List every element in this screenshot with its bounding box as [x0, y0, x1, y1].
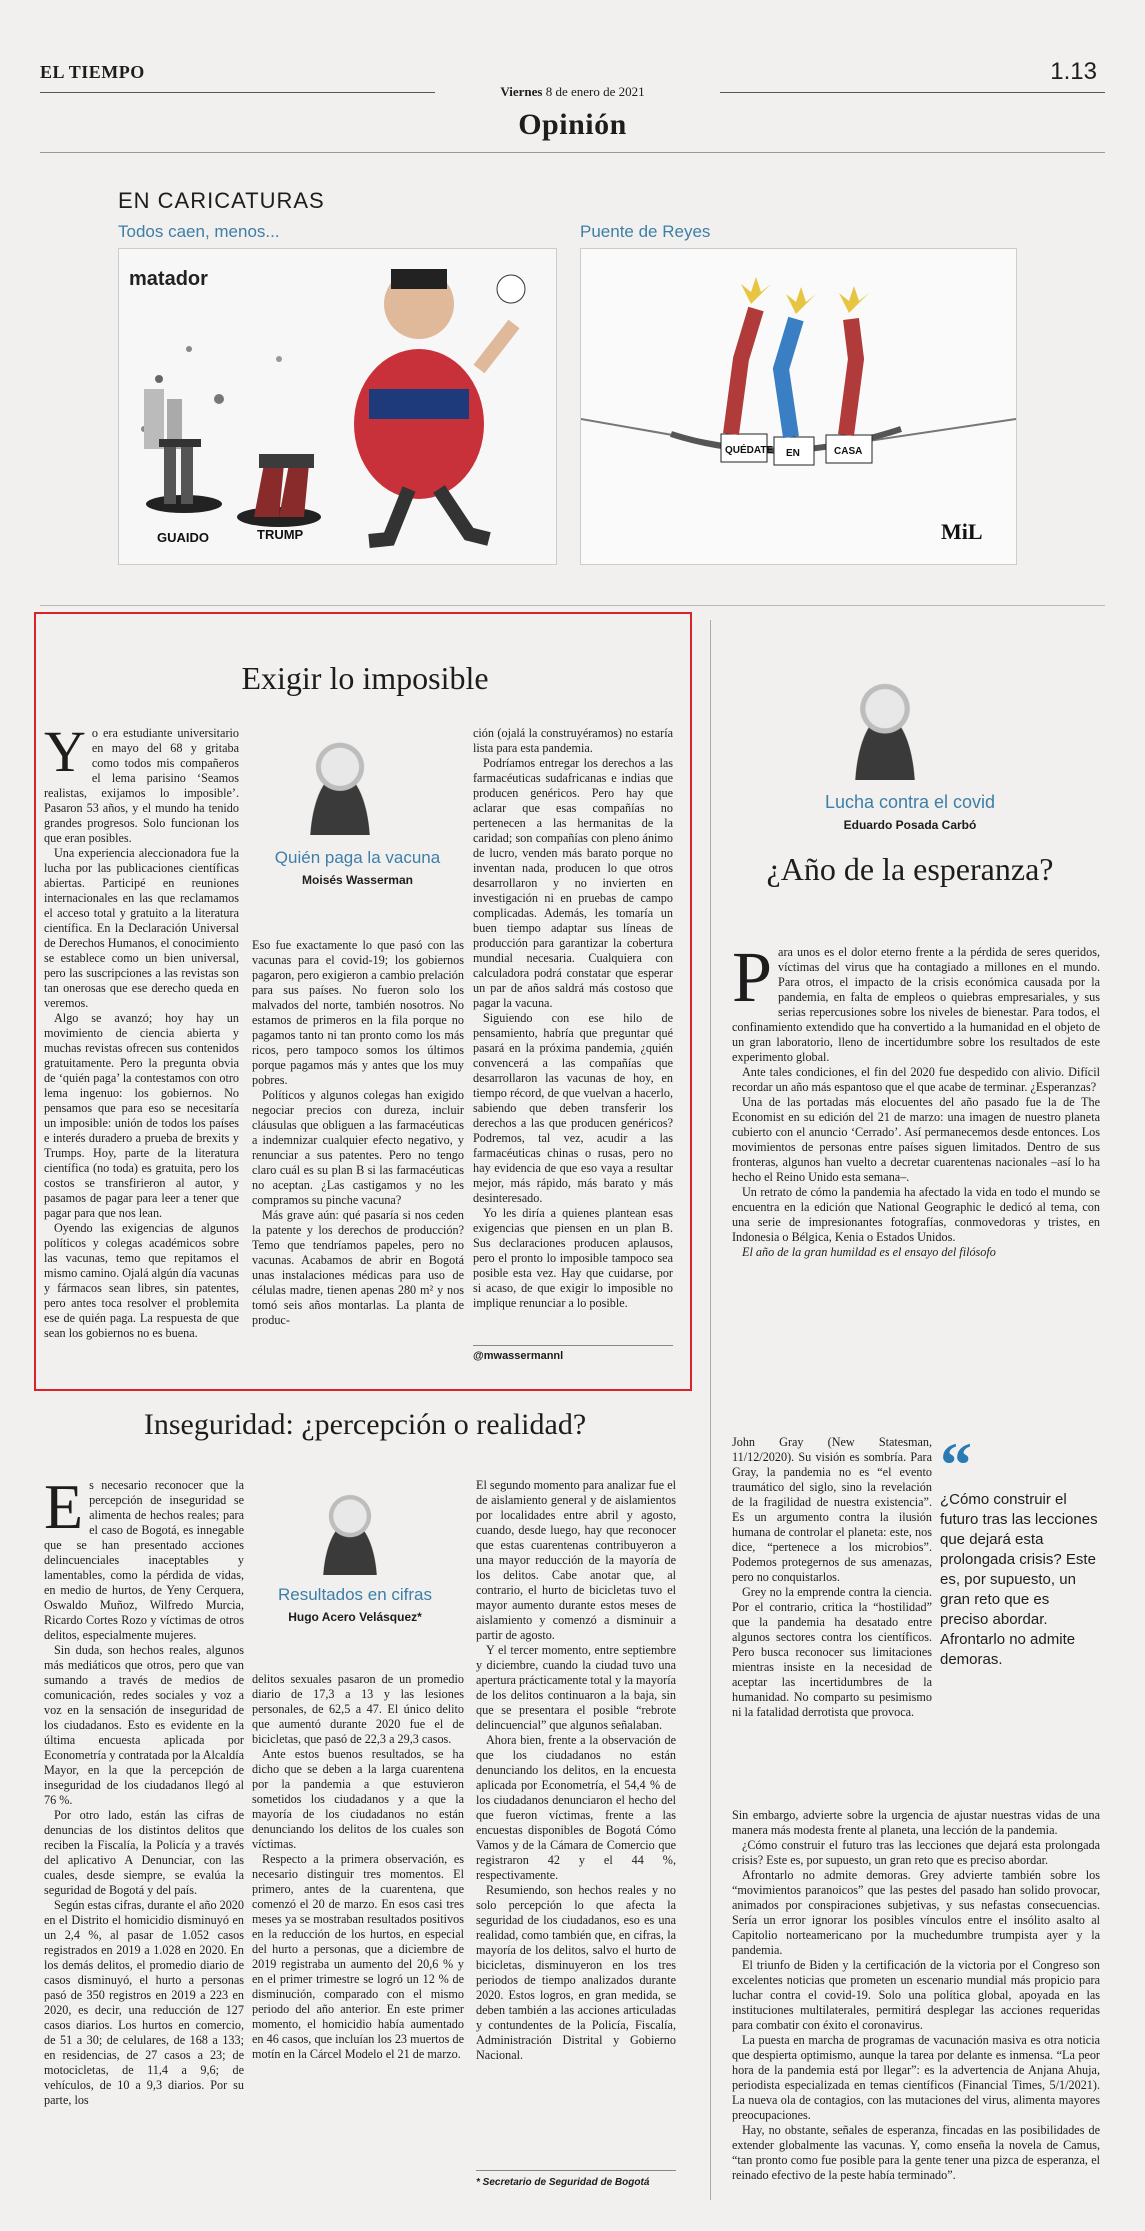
article3-column-top: [732, 945, 1100, 1435]
divider: [476, 2170, 676, 2171]
paragraph: Siguiendo con ese hilo de pensamiento, habría que preguntar qué pasará en la próxima pandemia, ¿quién convencerá a las compañías que desarrollaron las vacunas de hoy, en tiempo récord, de que vuelvan a hacerlo, sabiendo que deben transferir los derechos a las que producen genéricos? Podremos, tal vez, acudir a las farmacéuticas chinas o rusas, pero no hay evidencia de que eso vaya a resultar mejor, más rápido, más barato y más desinteresado.: [473, 1011, 673, 1205]
dropcap: Y: [44, 726, 86, 784]
paragraph: La puesta en marcha de programas de vacunación masiva es otra noticia que despierta optimismo, aunque la tarea por delante es inmensa. “La peor hora de la pandemia está por llegar”: es la advertencia de Anjana Ahuja, periodista especializada en temas científicos (Financial Times, 5/1/2021). La nueva ola de contagios, con las mutaciones del virus, alimenta mayores preocupaciones.: [732, 2033, 1100, 2122]
dropcap: E: [44, 1478, 84, 1542]
paragraph: Más grave aún: qué pasaría si nos ceden la patente y los derechos de producción? Temo que tendríamos papeles, pero no vacunas. Acabamos de abrir en Bogotá unas instalaciones médicas para uso de células madre, tienen apenas 280 m² y nos tomó seis años montarlas. La planta de produc-: [252, 1208, 464, 1327]
paragraph: Ante tales condiciones, el fin del 2020 fue despedido con alivio. Difícil recordar un año más espantoso que el que acabe de terminar. ¿Esperanzas?: [732, 1065, 1100, 1094]
article3-kicker: Lucha contra el covid: [824, 792, 996, 812]
cartoon-signature: MiL: [941, 519, 983, 544]
article3-author: Eduardo Posada Carbó: [843, 818, 977, 832]
paragraph: Políticos y algunos colegas han exigido negociar precios con dureza, incluir cláusulas que obliguen a las farmacéuticas a indemnizar cualquier efecto negativo, y renunciar a sus patentes. Pero no tengo claro cuál es su plan B si las farmacéuticas no aceptan. ¿Las castigamos y no les compramos su pinche vacuna?: [252, 1088, 464, 1207]
date-rest: 8 de enero de 2021: [545, 84, 645, 99]
cartoon-brand: matador: [129, 268, 208, 290]
column-divider: [710, 620, 711, 2200]
article2-kicker: Resultados en cifras: [277, 1585, 433, 1604]
page-number: 1.13: [1050, 58, 1097, 85]
article1-twitter: @mwassermannl: [473, 1350, 564, 1362]
section-rule: [40, 152, 1105, 153]
paragraph: Eso fue exactamente lo que pasó con las vacunas para el covid-19; los gobiernos pagaron, pero exigieron a cambio prelación para sus países. No fueron solo los malvados del norte, también nosotros. No estamos de primeros en la fila porque no pagamos tanto ni tan pronto como los más ricos, pero tampoco somos los últimos porque pagamos más y antes que los muy pobres.: [252, 938, 464, 1087]
article1-column-1: [44, 726, 239, 1366]
article2-headline: Inseguridad: ¿percepción o realidad?: [143, 1408, 587, 1441]
pullquote: ¿Cómo construir el futuro tras las lecciones que dejará esta prolongada crisis? Este es, por supuesto, un gran reto que es preciso abordar. Afrontarlo no admite demoras.: [940, 1491, 1098, 1668]
cartoon-right-drawing: [581, 249, 1016, 564]
paragraph: Una experiencia aleccionadora fue la lucha por las publicaciones científicas abiertas. Participé en reuniones internacionales en las que reclamamos el acceso total y gratuito a la literatura científica. En la Declaración Universal de Derechos Humanos, el conocimiento se establece como un bien universal, pero las suscripciones a las revistas son tan onerosas que ese derecho queda en veremos.: [44, 846, 239, 1010]
paragraph: s necesario reconocer que la percepción de inseguridad se alimenta de hechos reales; para el caso de Bogotá, es innegable que se han presentado acciones delincuenciales inaceptables y lamentables, como la pérdida de vidas, en medio de hurtos, de Yeny Cerquera, Oswaldo Muñoz, Wilfredo Murcia, Ricardo Cortes Rozo y víctimas de otros delitos, especialmente mujeres.: [44, 1478, 244, 1642]
paragraph: Resumiendo, son hechos reales y no solo percepción lo que afecta la seguridad de los ciudadanos, eso es una realidad, como también que, en cifras, la mayoría de los delitos, salvo el hurto de bicicletas, disminuyeron en los tres periodos de tiempo analizados durante 2020. Estos logros, en gran medida, se deben también a las acciones articuladas y contundentes de la Policía, Fiscalía, Administración Distrital y Gobierno Nacional.: [476, 1883, 676, 2062]
paragraph: Grey no la emprende contra la ciencia. Por el contrario, critica la “hostilidad” que la pandemia ha desatado entre algunos sectores contra los científicos. Pero busca reconocer sus limitaciones mientras insiste en la necesidad de aceptar las incertidumbres de la humanidad. No comparto su pesimismo ni la fatalidad derrotista que provoca.: [732, 1585, 932, 1719]
paragraph: Afrontarlo no admite demoras. Grey advierte también sobre los “movimientos paranoicos” que las pestes del pasado han solido provocar, animados por conspiraciones subjetivas, y sus nefastas consecuencias. Sería un error ignorar los posibles vínculos entre el insólito asalto al Capitolio norteamericano por la muchedumbre trumpista ayer y la pandemia.: [732, 1868, 1100, 1957]
paragraph: ara unos es el dolor eterno frente a la pérdida de seres queridos, víctimas del virus que ha contagiado a millones en el mundo. Para otros, el impacto de la crisis económica causada por la pandemia, en falta de empleos o quiebras empresariales, y sus serias repercusiones sobre los niveles de bienestar. Para todos, el confinamiento extendido que ha convertido a la humanidad en el objeto de un gran laboratorio, lleno de incertidumbre sobre los resultados de este experimento global.: [732, 945, 1100, 1064]
cartoon-left-caption: Todos caen, menos...: [118, 222, 280, 241]
paragraph: El triunfo de Biden y la certificación de la victoria por el Congreso son excelentes noticias que prometen un escenario mundial más propicio para luchar contra el covid-19. Solo una política global, apoyada en las instituciones multilaterales, permitirá desplegar las acciones requeridas para combatir con éxito el coronavirus.: [732, 1958, 1100, 2032]
divider: [40, 605, 1105, 606]
cartoon-box-label: QUÉDATE: [725, 445, 774, 456]
paragraph: Un retrato de cómo la pandemia ha afectado la vida en todo el mundo se encuentra en la edición que National Geographic le dedicó al tema, con una serie de impresionantes fotografías, conmovedoras y tristes, en Indonesia o Bélgica, Kenia o Estados Unidos.: [732, 1185, 1100, 1244]
author-photo: [290, 725, 390, 835]
cartoon-left: [118, 248, 557, 565]
section-title: Opinión: [518, 108, 627, 141]
paragraph: Sin embargo, advierte sobre la urgencia de ajustar nuestras vidas de una manera más modesta frente al planeta, una lección de la pandemia.: [732, 1808, 1100, 1837]
article1-author: Moisés Wasserman: [302, 873, 413, 887]
quote-icon: “: [940, 1429, 972, 1500]
article1-column-2: [252, 938, 464, 1366]
cartoon-left-drawing: [119, 249, 556, 564]
paragraph: Yo les diría a quienes plantean esas exigencias que piensen en un plan B. Sus declaraciones producen aplausos, pero el pronto lo imposible tampoco sea posible esta vez. Hay que cuidarse, por si acaso, de que exigir lo imposible no implique renunciar a lo posible.: [473, 1206, 673, 1310]
paragraph: delitos sexuales pasaron de un promedio diario de 17,3 a 13 y las lesiones personales, de 62,5 a 47. El único delito que aumentó durante 2020 fue el de bicicletas, que pasó de 22,3 a 29,3 casos.: [252, 1672, 464, 1746]
cartoon-box-label: EN: [786, 448, 800, 459]
cartoon-label: GUAIDO: [157, 530, 209, 545]
cartoons-title: EN CARICATURAS: [118, 188, 325, 213]
paragraph: Ante estos buenos resultados, se ha dicho que se deben a la larga cuarentena por la pandemia a que estuvieron sometidos los ciudadanos y a que la mayoría de los ciudadanos no están denunciando los delitos de los cuales son víctimas.: [252, 1747, 464, 1851]
article1-kicker: Quién paga la vacuna: [274, 848, 441, 867]
paragraph: Según estas cifras, durante el año 2020 en el Distrito el homicidio disminuyó en un 2,4 %, al pasar de 1.052 casos registrados en 2019 a 1.028 en 2020. En los demás delitos, el promedio diario de casos disminuyó, el hurto a personas pasó de 350 registros en 2019 a 223 en 2020, es decir, una reducción de 127 casos diarios. Los hurtos en comercio, de 51 a 30; de celulares, de 168 a 133; en residencias, de 27 casos a 23; de motocicletas, de 11,4 a 9,6; de vehículos, de 10 a 9,3 diarios. Por su parte, los: [44, 1898, 244, 2107]
cartoon-box-label: CASA: [834, 446, 863, 457]
article3-column-bottom: [732, 1808, 1100, 2193]
paragraph: El segundo momento para analizar fue el de aislamiento general y de aislamientos por localidades entre abril y agosto, cuando, desde luego, hay que reconocer que estas cuarentenas contribuyeron a una mayor reducción de la mayoría de los delitos. Cabe anotar que, al contrario, el hurto de bicicletas tuvo el mayor aumento durante estos meses de aislamiento y comenzó a disminuir a partir de agosto.: [476, 1478, 676, 1642]
paragraph: Una de las portadas más elocuentes del año pasado fue la de The Economist en su edición del 21 de marzo: una imagen de nuestro planeta cubierto con el anuncio ‘Cerrado’. Así permanecemos desde entonces. Los movimientos de personas entre países siguen limitados. Dentro de sus fronteras, algunos han vuelto a decretar cuarentenas nacionales –así lo ha hecho el Reino Unido esta semana–.: [732, 1095, 1100, 1184]
divider: [473, 1345, 673, 1346]
paragraph: Respecto a la primera observación, es necesario distinguir tres momentos. El primero, antes de la cuarentena, que comenzó el 20 de marzo. En esos casi tres meses ya se mostraban resultados positivos en la reducción de los hurtos, en especial del hurto a personas, que a diciembre de 2019 registraba un aumento del 20,6 % y en el primer trimestre se logró un 12 % de disminución, comparado con el mismo periodo del año anterior. En este primer momento, el homicidio había aumentado en 46 casos, que incluían los 23 muertos de motín en la Cárcel Modelo el 21 de marzo.: [252, 1852, 464, 2061]
article1-column-3: [473, 726, 673, 1338]
paragraph: o era estudiante universitario en mayo del 68 y gritaba como todos mis compañeros el lema parisino ‘Seamos realistas, exijamos lo imposible’. Pasaron 53 años, y el mundo ha tenido grandes progresos. Solo funcionan los que eran posibles.: [44, 726, 239, 845]
paragraph: ción (ojalá la construyéramos) no estaría lista para esta pandemia.: [473, 726, 673, 755]
cartoon-right: [580, 248, 1017, 565]
paragraph: El año de la gran humildad es el ensayo del filósofo: [742, 1245, 996, 1259]
dateline: [0, 84, 1145, 100]
article2-column-1: [44, 1478, 244, 2193]
paragraph: Por otro lado, están las cifras de denuncias de los distintos delitos que reciben la Fiscalía, la Policía y a través del aplicativo A Denunciar, con las cuales, desde siempre, se evalúa la seguridad de Bogotá y del país.: [44, 1808, 244, 1897]
paragraph: Hay, no obstante, señales de esperanza, fincadas en las posibilidades de extender globalmente las vacunas. Y, como enseña la novela de Camus, “tan pronto como fue posible para la gente tener una pizca de esperanza, el reinado efectivo de la peste había terminado”.: [732, 2123, 1100, 2182]
author-photo: [835, 665, 935, 780]
paragraph: Ahora bien, frente a la observación de que los ciudadanos no están denunciando los delitos, en la encuesta aplicada por Econometría, el 54,4 % de los ciudadanos denunciaron el hecho del que fueron víctimas, frente a las encuestas disponibles de Bogotá Cómo Vamos y de la Cámara de Comercio que registraron 42 y el 44 %, respectivamente.: [476, 1733, 676, 1882]
paragraph: Algo se avanzó; hoy hay un movimiento de ciencia abierta y muchas revistas ofrecen sus contenidos gratuitamente. Pero la pregunta obvia de ‘quién paga’ la contestamos con otro lema ingenuo: los gobiernos. No pensamos que para eso se necesitaría un imposible: unión de todos los países e interés duradero a prueba de brexits y Trumps. Hoy, parte de la literatura científica (no toda) es gratuita, pero los costos se transfirieron al autor, y pasamos de pagar para leer a tener que pagar para que nos lean.: [44, 1011, 239, 1220]
article3-headline: ¿Año de la esperanza?: [766, 851, 1054, 887]
paragraph: Y el tercer momento, entre septiembre y diciembre, cuando la ciudad tuvo una apertura prácticamente total y la mayoría de los delitos continuaron a la baja, sin que se presentara el posible “rebrote delincuencial” que algunos señalaban.: [476, 1643, 676, 1732]
article2-author: Hugo Acero Velásquez*: [288, 1610, 422, 1624]
article2-column-3: [476, 1478, 676, 2168]
article2-column-2: [252, 1672, 464, 2192]
date-day: Viernes: [500, 84, 543, 99]
paragraph: John Gray (New Statesman, 11/12/2020). Su visión es sombría. Para Gray, la pandemia no es “el evento traumático del siglo, sino la revelación de la fragilidad de nuestra existencia”. Es un argumento contra la ilusión humana de controlar el planeta: este, nos dice, “pertenece a los microbios”. Podemos protegernos de sus amenazas, pero no conquistarlos.: [732, 1435, 932, 1584]
article3-column-narrow: [732, 1435, 932, 1803]
masthead: EL TIEMPO: [40, 62, 145, 82]
article2-footnote: * Secretario de Seguridad de Bogotá: [476, 2177, 650, 2188]
cartoon-label: TRUMP: [257, 527, 304, 542]
paragraph: Oyendo las exigencias de algunos políticos y colegas académicos sobre las vacunas, temo que repitamos el mismo camino. Ojalá algún día vacunas y fármacos sean libres, sin patentes, pero antes toca resolver el problemita ese de quién paga. La respuesta de que sean los gobiernos no es buena.: [44, 1221, 239, 1340]
cartoon-right-caption: Puente de Reyes: [580, 222, 711, 241]
paragraph: ¿Cómo construir el futuro tras las lecciones que dejará esta prolongada crisis? Este es, por supuesto, un gran reto que es preciso abordar.: [732, 1838, 1100, 1867]
author-photo: [305, 1480, 395, 1575]
dropcap: P: [732, 945, 773, 1017]
paragraph: Podríamos entregar los derechos a las farmacéuticas sudafricanas e indias que producen genéricos. Pero hay que aclarar que esas compañías no pertenecen a las hermanitas de la caridad; son compañías con pleno ánimo de lucro, venden más barato porque no inventan nada, producen lo que otros desarrollaron y no invierten en investigación ni en pruebas de campo complicadas. Además, les tomaría un buen tiempo adaptar sus líneas de producción para garantizar la cobertura mundial necesaria. Cualquiera con calculadora podrá constatar que esperar un par de años saldrá más costoso que pagar la vacuna.: [473, 756, 673, 1010]
paragraph: Sin duda, son hechos reales, algunos más mediáticos que otros, pero que van sumando a través de medios de comunicación, redes sociales y voz a voz en la sensación de inseguridad de los ciudadanos. Esto es evidente en la última encuesta aplicada por Econometría y contratada por la Alcaldía Mayor, en la que la percepción de inseguridad de los ciudadanos llegó al 76 %.: [44, 1643, 244, 1807]
article1-headline: Exigir lo imposible: [241, 660, 489, 696]
